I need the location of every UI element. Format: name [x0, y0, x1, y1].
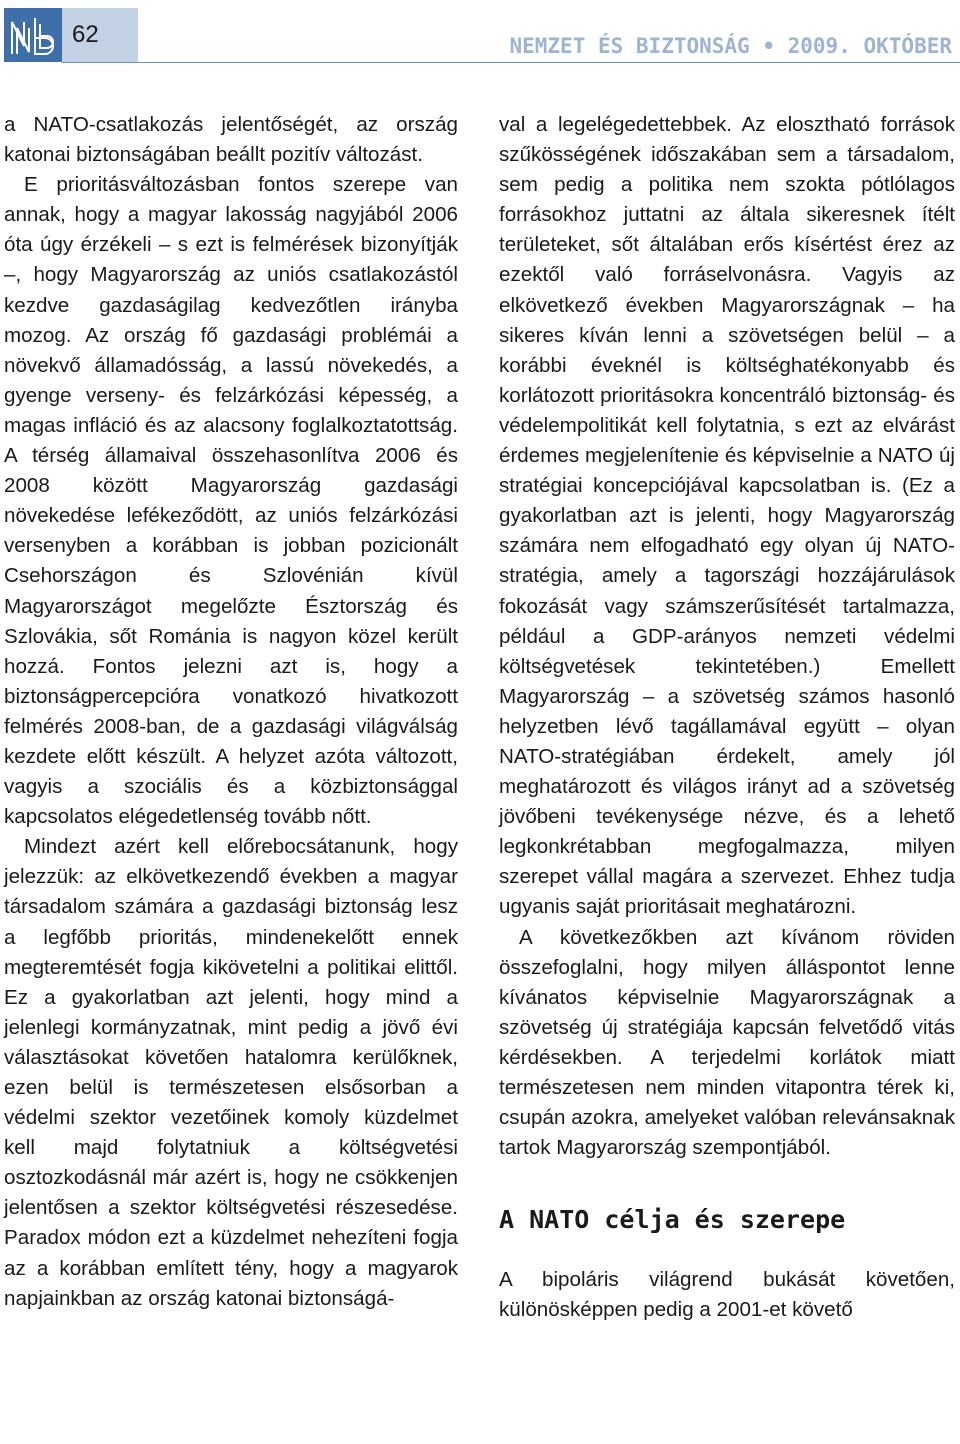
paragraph: A következőkben azt kívánom röviden összefoglalni, hogy milyen álláspontot lenne kívánatos képviselnie Magyarországnak a szövetség új stratégiája kapcsán felvetődő vitás kérdésekben. A terjedelmi korlátok miatt természetesen nem minden vitapontra térek ki, csupán azokra, amelyeket valóban relevánsaknak tartok Magyarország szempontjából.	[499, 925, 955, 1160]
right-column	[499, 110, 955, 1325]
section-heading: A NATO célja és szerepe	[499, 1205, 846, 1235]
page-header	[0, 0, 960, 66]
paragraph: E prioritásváltozásban fontos szerepe van annak, hogy a magyar lakosság nagyjából 2006 óta úgy érzékeli – s ezt is felmérések bizonyítják –, hogy Magyarország az uniós csatlakozástól kezdve gazdaságilag kedvezőtlen irányba mozog. Az ország fő gazdasági problémái a növekvő államadósság, a lassú növekedés, a gyenge verseny- és felzárkózási képesség, a magas infláció és az alacsony foglalkoztatottság. A térség államaival összehasonlítva 2006 és 2008 között Magyarország gazdasági növekedése lefékeződött, az uniós felzárkózási versenyben a korábban is jobban pozicionált Csehországon és Szlovénián kívül Magyarországot megelőzte Észtország és Szlovákia, sőt Románia is nagyon közel került hozzá. Fontos jelezni azt is, hogy a biztonságpercepcióra vonatkozó hivatkozott felmérés 2008-ban, de a gazdasági világválság kezdete előtt készült. A helyzet azóta változott, vagyis a szociális és a közbiztonsággal kapcsolatos elégedetlenség tovább nőtt.	[4, 173, 458, 829]
running-head: NEMZET ÉS BIZTONSÁG • 2009. OKTÓBER	[509, 34, 952, 58]
header-rule	[62, 62, 960, 63]
paragraph: a NATO-csatlakozás jelentőségét, az ország katonai biztonságában beállt pozitív változást.	[4, 113, 458, 167]
left-column	[4, 110, 458, 1314]
paragraph: val a legelégedettebbek. Az elosztható források szűkösségének időszakában sem a társadalom, sem pedig a politika nem szokta pótlólagos forrásokhoz juttatni az általa sikeresnek ítélt területeket, sőt általában erős kísértést érez az ezektől való forráselvonásra. Vagyis az elkövetkező években Magyarországnak – ha sikeres kíván lenni a szövetségen belül – a korábbi éveknél is költséghatékonyabb és korlátozott prioritásokra koncentráló biztonság- és védelempolitikát kell folytatnia, s ezt az elvárást érdemes megjelenítenie és képviselnie a NATO új stratégiai koncepciójával kapcsolatban is. (Ez a gyakorlatban azt is jelenti, hogy Magyarország számára nem elfogadható egy olyan új NATO-stratégia, amely a tagországi hozzájárulások fokozását vagy számszerűsítését tartalmazza, például a GDP-arányos nemzeti védelmi költségvetések tekintetében.) Emellett Magyarország – a szövetség számos hasonló helyzetben lévő tagállamával együtt – olyan NATO-stratégiában érdekelt, amely jól meghatározott és világos irányt ad a szövetség jövőbeni tevékenysége nézve, és a lehető legkonkrétabban megfogalmazza, milyen szerepet vállal magára a szervezet. Ehhez tudja ugyanis saját prioritásait meghatározni.	[499, 113, 955, 919]
paragraph: Mindezt azért kell előrebocsátanunk, hogy jelezzük: az elkövetkezendő években a magyar társadalom számára a gazdasági biztonság lesz a legfőbb prioritás, mindenekelőtt ennek megteremtését fogja kikövetelni a politikai elittől. Ez a gyakorlatban azt jelenti, hogy mind a jelenlegi kormányzatnak, mint pedig a jövő évi választásokat követően hatalomra kerülőknek, ezen belül is természetesen elsősorban a védelmi szektor vezetőinek komoly küzdelmet kell majd folytatniuk a költségvetési osztozkodásnál már azért is, hogy ne csökkenjen jelentősen a szektor költségvetési részesedése. Paradox módon ezt a küzdelmet nehezíteni fogja az a korábban említett tény, hogy a magyarok napjainkban az ország katonai biztonságá-	[4, 835, 458, 1310]
nb-logo-icon	[4, 8, 62, 62]
paragraph: A bipoláris világrend bukását követően, különösképpen pedig a 2001-et követő	[499, 1268, 955, 1322]
page-number: 62	[62, 8, 138, 62]
